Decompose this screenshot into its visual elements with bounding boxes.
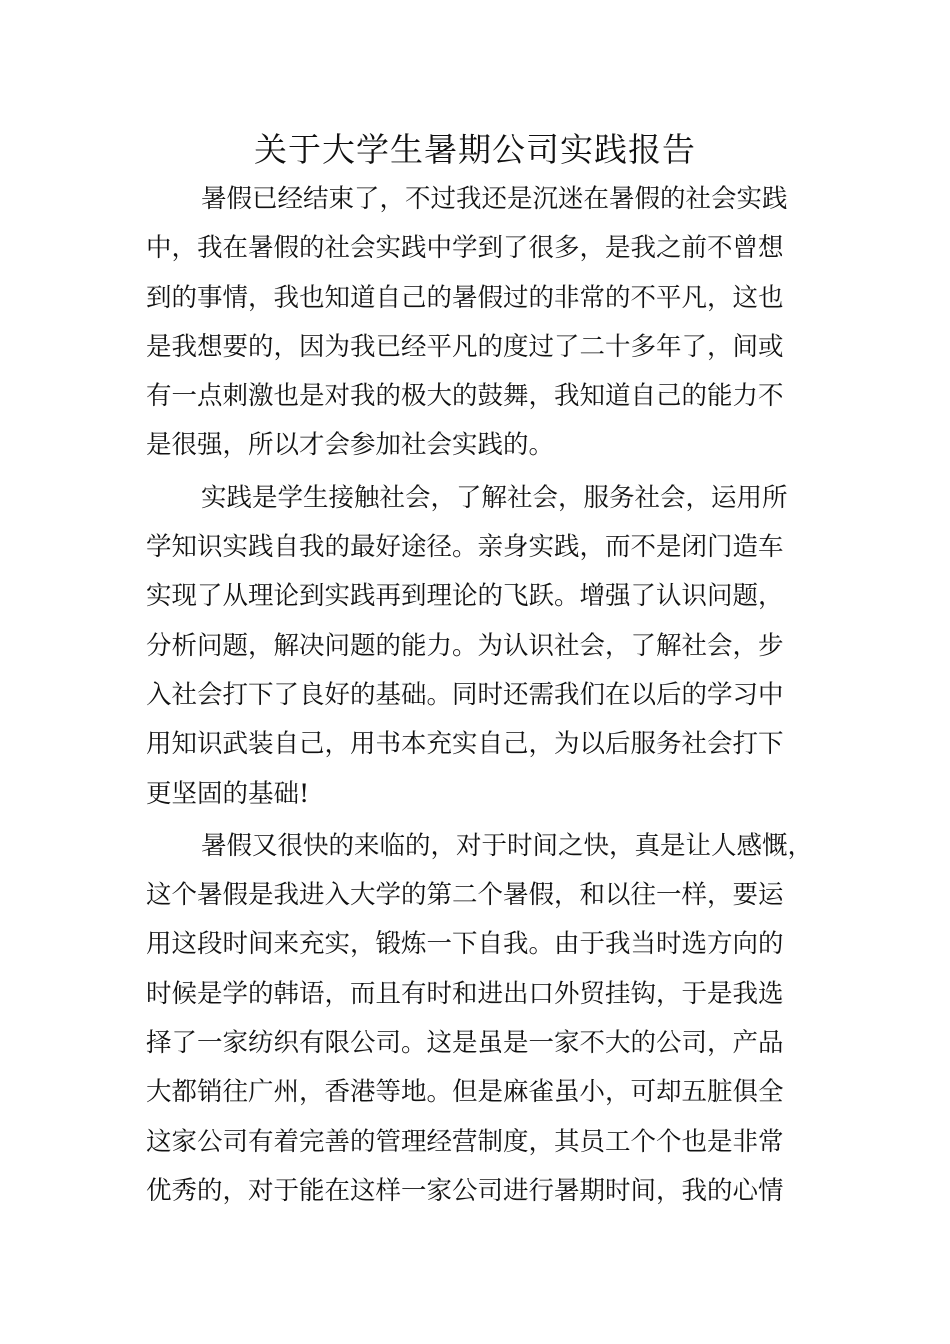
text-line: 到的事情，我也知道自己的暑假过的非常的不平凡，这也: [146, 282, 784, 313]
document-title: 关于大学生暑期公司实践报告: [254, 130, 696, 169]
text-line: 暑假又很快的来临的，对于时间之快，真是让人感慨，: [201, 830, 814, 861]
text-line: 中，我在暑假的社会实践中学到了很多，是我之前不曾想: [146, 233, 784, 264]
text-line: 这个暑假是我进入大学的第二个暑假，和以往一样，要运: [146, 880, 784, 911]
text-line: 这家公司有着完善的管理经营制度，其员工个个也是非常: [146, 1126, 784, 1157]
text-line: 分析问题，解决问题的能力。为认识社会，了解社会，步: [146, 630, 784, 661]
paragraph-1: [146, 175, 806, 471]
text-line: 用这段时间来充实，锻炼一下自我。由于我当时选方向的: [146, 929, 784, 960]
text-line: 是很强，所以才会参加社会实践的。: [146, 430, 555, 461]
text-line: 实践是学生接触社会，了解社会，服务社会，运用所: [201, 482, 788, 513]
document-body: [146, 175, 814, 1216]
text-line: 实现了从理论到实践再到理论的飞跃。增强了认识问题，: [146, 581, 784, 612]
text-line: 时候是学的韩语，而且有时和进出口外贸挂钩，于是我选: [146, 978, 784, 1009]
text-line: 用知识武装自己，用书本充实自己，为以后服务社会打下: [146, 729, 784, 760]
paragraph-2: [146, 474, 806, 819]
text-line: 择了一家纺织有限公司。这是虽是一家不大的公司，产品: [146, 1028, 784, 1059]
text-line: 更坚固的基础!: [146, 778, 310, 809]
text-line: 学知识实践自我的最好途径。亲身实践，而不是闭门造车: [146, 532, 784, 563]
text-line: 有一点刺激也是对我的极大的鼓舞，我知道自己的能力不: [146, 381, 784, 412]
text-line: 优秀的，对于能在这样一家公司进行暑期时间，我的心情: [146, 1175, 784, 1206]
text-line: 大都销往广州，香港等地。但是麻雀虽小，可却五脏俱全: [146, 1077, 784, 1108]
text-line: 暑假已经结束了，不过我还是沉迷在暑假的社会实践: [201, 184, 788, 214]
text-line: 入社会打下了良好的基础。同时还需我们在以后的学习中: [146, 679, 784, 710]
paragraph-3: [146, 822, 814, 1216]
text-line: 是我想要的，因为我已经平凡的度过了二十多年了，间或: [146, 331, 784, 362]
